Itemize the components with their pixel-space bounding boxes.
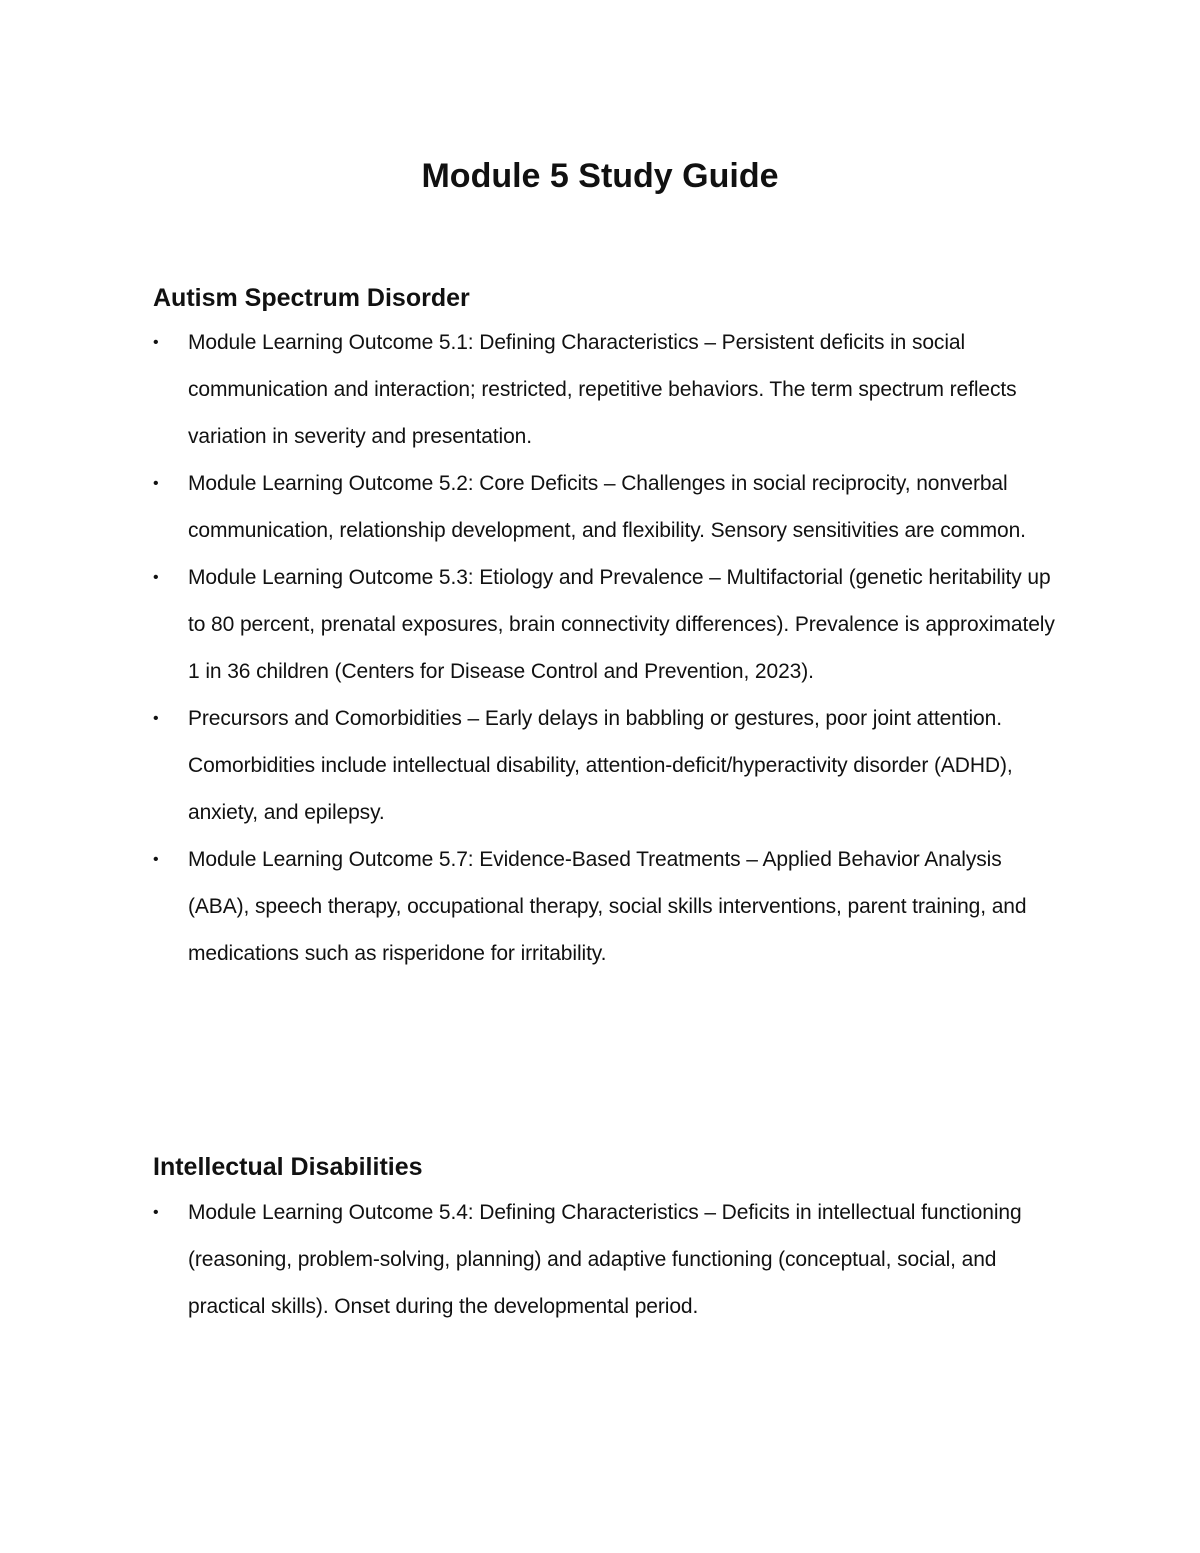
list-item <box>0 554 1058 695</box>
bullet-icon: • <box>153 475 159 492</box>
bullet-icon: • <box>153 334 159 351</box>
list-item <box>0 836 1058 977</box>
list-item-text: Module Learning Outcome 5.4: Defining Characteristics – Deficits in intellectual functioning (reasoning, problem-solving, planning) and adaptive functioning (conceptual, social, and practical skills). Onset during the developmental period. <box>188 1201 1022 1318</box>
list-item <box>0 1189 1058 1330</box>
list-item <box>0 460 1058 554</box>
bullet-icon: • <box>153 710 159 727</box>
bullet-icon: • <box>153 569 159 586</box>
list-item-text: Module Learning Outcome 5.2: Core Deficits – Challenges in social reciprocity, nonverbal communication, relationship development, and flexibility. Sensory sensitivities are common. <box>188 472 1026 542</box>
section-heading-intellectual-disabilities: Intellectual Disabilities <box>153 1153 423 1181</box>
page-title: Module 5 Study Guide <box>421 157 779 195</box>
bullet-icon: • <box>153 1204 159 1221</box>
list-item <box>0 319 1058 460</box>
bullet-list-autism <box>0 319 1200 977</box>
section-heading-autism: Autism Spectrum Disorder <box>153 284 470 312</box>
bullet-list-intellectual-disabilities <box>0 1189 1200 1330</box>
list-item-text: Module Learning Outcome 5.1: Defining Characteristics – Persistent deficits in social communication and interaction; restricted, repetitive behaviors. The term spectrum reflects variation in severity and presentation. <box>188 331 1017 448</box>
list-item-text: Module Learning Outcome 5.7: Evidence-Based Treatments – Applied Behavior Analysis (ABA), speech therapy, occupational therapy, social skills interventions, parent training, and medications such as risperidone for irritability. <box>188 848 1027 965</box>
list-item-text: Module Learning Outcome 5.3: Etiology and Prevalence – Multifactorial (genetic heritability up to 80 percent, prenatal exposures, brain connectivity differences). Prevalence is approximately 1 in 36 children (Centers for Disease Control and Prevention, 2023). <box>188 566 1055 683</box>
list-item <box>0 695 1058 836</box>
bullet-icon: • <box>153 851 159 868</box>
list-item-text: Precursors and Comorbidities – Early delays in babbling or gestures, poor joint attention. Comorbidities include intellectual disability, attention-deficit/hyperactivity disorder (ADHD), anxiety, and epilepsy. <box>188 707 1013 824</box>
